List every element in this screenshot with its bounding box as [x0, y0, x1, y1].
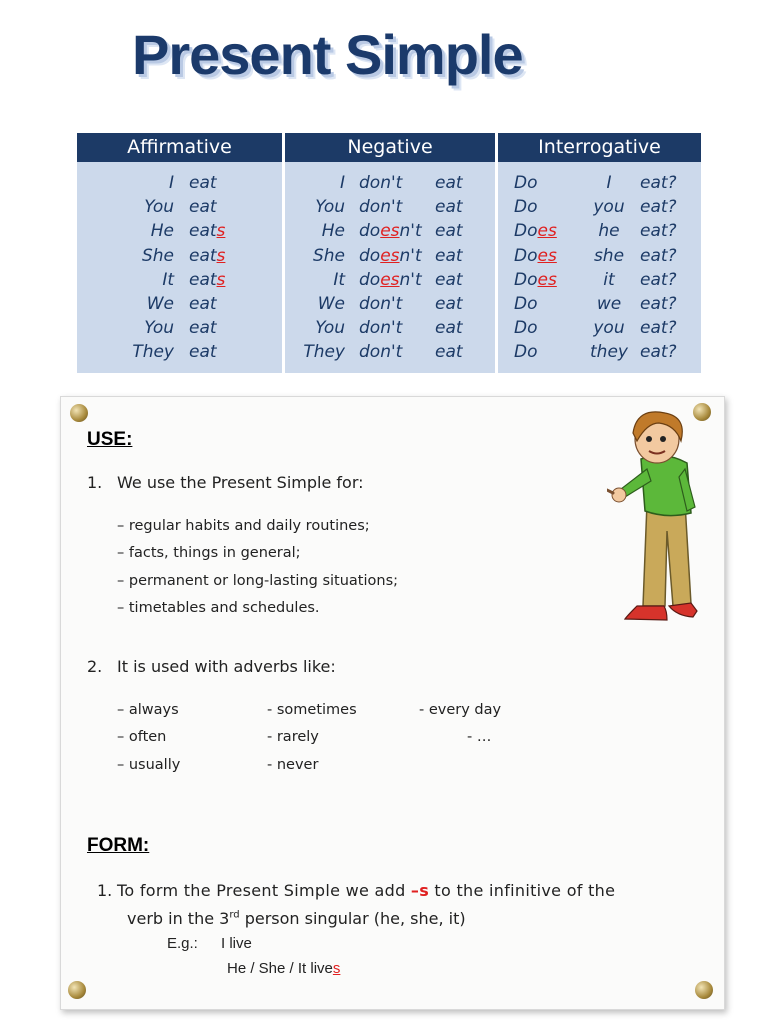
verb: eat? — [640, 318, 677, 339]
interrogative-row — [498, 316, 701, 340]
form-rule-line-2: verb in the 3rd person singular (he, she, it) — [127, 909, 466, 928]
aux-base: don't — [359, 318, 403, 339]
verb: eat — [435, 245, 463, 266]
negative-row — [285, 195, 495, 219]
verb-ending: s — [216, 245, 226, 266]
aux-negation: n't — [399, 221, 422, 242]
negative-header: Negative — [285, 133, 495, 162]
subject: I — [339, 173, 345, 193]
subject: He — [321, 221, 345, 242]
negative-row — [285, 244, 495, 268]
affirmative-row — [77, 340, 282, 364]
verb: eat? — [640, 173, 677, 193]
aux-base: don't — [359, 197, 403, 218]
aux-base: Do — [514, 197, 538, 218]
auxiliary — [359, 268, 422, 292]
verb: eat — [435, 173, 463, 193]
aux-base: do — [359, 269, 381, 290]
adverb: - sometimes — [267, 702, 357, 718]
aux-base: Do — [514, 269, 538, 290]
interrogative-row — [498, 171, 701, 195]
adverb: - never — [267, 757, 319, 773]
use-point-2-number: 2. — [87, 657, 103, 676]
verb-base: eat — [189, 342, 217, 363]
use-point-1: We use the Present Simple for: — [117, 473, 364, 492]
form-rule-line-1: To form the Present Simple we add –s to the infinitive of the — [117, 881, 616, 900]
auxiliary — [514, 292, 538, 316]
subject: I — [606, 173, 612, 193]
interrogative-column — [498, 133, 701, 373]
negative-row — [285, 268, 495, 292]
auxiliary — [514, 195, 538, 219]
adverb: – always — [117, 702, 179, 718]
verb: eat? — [640, 269, 677, 290]
adverb: - rarely — [267, 729, 319, 745]
cartoon-boy-illustration — [607, 411, 699, 626]
interrogative-header: Interrogative — [498, 133, 701, 162]
verb: eat — [435, 197, 463, 218]
subject: You — [315, 197, 345, 218]
verb-base: eat — [189, 318, 217, 339]
form-heading: FORM: — [87, 835, 150, 856]
verb — [189, 292, 217, 316]
verb — [189, 316, 217, 340]
example-2: He / She / It lives — [227, 960, 341, 977]
affirmative-row — [77, 268, 282, 292]
subject: she — [593, 245, 625, 266]
negative-row — [285, 340, 495, 364]
adverb: – often — [117, 729, 167, 745]
aux-ending: es — [537, 245, 557, 266]
auxiliary — [514, 219, 557, 243]
aux-base: Do — [514, 245, 538, 266]
use-heading: USE: — [87, 429, 133, 450]
auxiliary — [514, 268, 557, 292]
verb — [189, 340, 217, 364]
verb: eat? — [640, 294, 677, 314]
auxiliary — [359, 316, 402, 340]
negative-row — [285, 171, 495, 195]
auxiliary — [359, 171, 402, 195]
aux-base: Do — [514, 318, 538, 339]
verb-base: eat — [189, 269, 217, 290]
aux-base: don't — [359, 342, 403, 363]
aux-base: Do — [514, 342, 538, 363]
verb — [189, 244, 225, 268]
subject: you — [593, 318, 625, 339]
affirmative-body — [77, 162, 282, 373]
aux-base: Do — [514, 221, 538, 242]
negative-column — [285, 133, 495, 373]
aux-base: do — [359, 221, 381, 242]
affirmative-header: Affirmative — [77, 133, 282, 162]
use-point-2: It is used with adverbs like: — [117, 657, 336, 676]
subject: We — [317, 294, 345, 314]
subject: I — [168, 173, 174, 193]
subject: We — [146, 294, 174, 314]
subject: It — [333, 269, 345, 290]
auxiliary — [359, 195, 402, 219]
interrogative-row — [498, 292, 701, 316]
aux-ending: es — [537, 269, 557, 290]
aux-ending: es — [537, 221, 557, 242]
auxiliary — [514, 244, 557, 268]
affirmative-column — [77, 133, 282, 373]
auxiliary — [514, 316, 538, 340]
verb: eat — [435, 342, 463, 363]
verb — [189, 195, 217, 219]
verb-ending: s — [216, 269, 226, 290]
affirmative-row — [77, 171, 282, 195]
use-item: – permanent or long-lasting situations; — [117, 573, 399, 589]
use-item: – regular habits and daily routines; — [117, 518, 370, 534]
verb-base: eat — [189, 294, 217, 314]
verb: eat — [435, 221, 463, 242]
verb-base: eat — [189, 221, 217, 242]
adverb: - … — [467, 729, 492, 745]
negative-row — [285, 292, 495, 316]
affirmative-row — [77, 195, 282, 219]
subject: You — [315, 318, 345, 339]
negative-row — [285, 316, 495, 340]
subject: They — [303, 342, 345, 363]
pin-icon — [695, 981, 713, 999]
affirmative-row — [77, 316, 282, 340]
verb — [189, 171, 217, 195]
auxiliary — [514, 340, 538, 364]
negative-body — [285, 162, 495, 373]
subject: She — [312, 245, 345, 266]
verb: eat — [435, 294, 463, 314]
aux-base: Do — [514, 173, 538, 193]
aux-negation: n't — [399, 269, 422, 290]
auxiliary — [359, 292, 402, 316]
subject: he — [598, 221, 620, 242]
subject: He — [150, 221, 174, 242]
adverb: – usually — [117, 757, 181, 773]
aux-base: Do — [514, 294, 538, 314]
aux-ending: es — [380, 269, 400, 290]
verb: eat? — [640, 197, 677, 218]
page-title: Present Simple — [132, 23, 523, 86]
affirmative-row — [77, 244, 282, 268]
subject: You — [144, 197, 174, 218]
verb — [189, 219, 225, 243]
negative-row — [285, 219, 495, 243]
interrogative-body — [498, 162, 701, 373]
conjugation-table — [77, 133, 701, 373]
verb: eat? — [640, 342, 677, 363]
subject: She — [141, 245, 174, 266]
verb: eat? — [640, 245, 677, 266]
auxiliary — [359, 340, 402, 364]
interrogative-row — [498, 340, 701, 364]
interrogative-row — [498, 244, 701, 268]
subject: you — [593, 197, 625, 218]
use-item: – facts, things in general; — [117, 545, 301, 561]
interrogative-row — [498, 219, 701, 243]
verb: eat? — [640, 221, 677, 242]
verb-base: eat — [189, 173, 217, 193]
verb — [189, 268, 225, 292]
interrogative-row — [498, 268, 701, 292]
notes-board — [60, 396, 725, 1010]
aux-ending: es — [380, 221, 400, 242]
affirmative-row — [77, 219, 282, 243]
affirmative-row — [77, 292, 282, 316]
subject: They — [132, 342, 174, 363]
subject: we — [596, 294, 622, 314]
example-1: I live — [221, 935, 252, 952]
example-label: E.g.: — [167, 935, 198, 952]
interrogative-row — [498, 195, 701, 219]
verb-base: eat — [189, 197, 217, 218]
verb: eat — [435, 318, 463, 339]
use-item: – timetables and schedules. — [117, 600, 320, 616]
auxiliary — [359, 244, 422, 268]
aux-negation: n't — [399, 245, 422, 266]
auxiliary — [514, 171, 538, 195]
subject: they — [590, 342, 628, 363]
verb: eat — [435, 269, 463, 290]
form-point-1-number: 1. — [97, 881, 113, 900]
verb-ending: s — [216, 221, 226, 242]
use-point-1-number: 1. — [87, 473, 103, 492]
aux-base: don't — [359, 294, 403, 314]
pin-icon — [68, 981, 86, 999]
subject: it — [603, 269, 615, 290]
subject: You — [144, 318, 174, 339]
aux-ending: es — [380, 245, 400, 266]
pin-icon — [70, 404, 88, 422]
auxiliary — [359, 219, 422, 243]
verb-base: eat — [189, 245, 217, 266]
subject: It — [162, 269, 174, 290]
aux-base: don't — [359, 173, 403, 193]
adverb: - every day — [419, 702, 502, 718]
aux-base: do — [359, 245, 381, 266]
